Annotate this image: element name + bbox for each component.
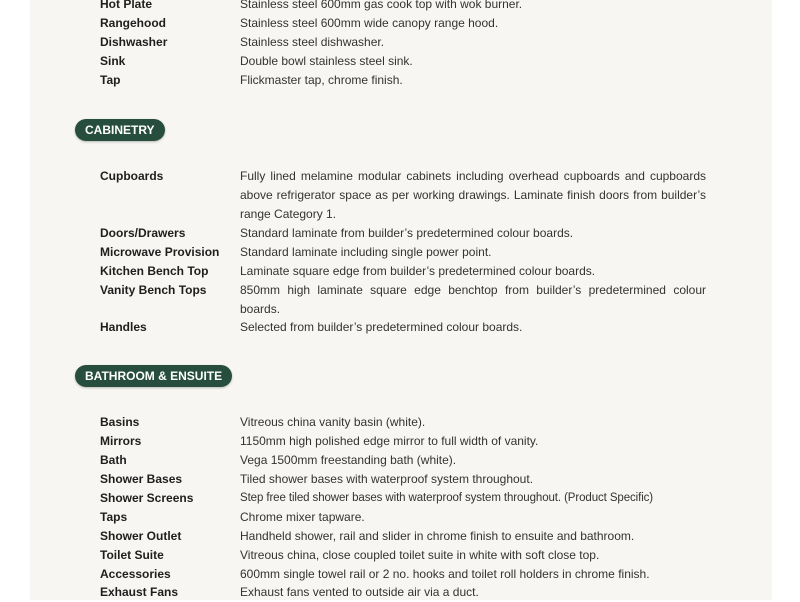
section-heading-cabinetry: CABINETRY bbox=[75, 119, 165, 141]
spec-label: Tap bbox=[100, 73, 121, 87]
spec-label: Basins bbox=[100, 415, 140, 429]
spec-label: Shower Bases bbox=[100, 472, 183, 486]
spec-description: Standard laminate including single power point. bbox=[240, 245, 492, 259]
spec-label: Vanity Bench Tops bbox=[100, 283, 207, 297]
spec-description: Tiled shower bases with waterproof system throughout. bbox=[240, 472, 534, 486]
spec-label: Shower Outlet bbox=[100, 529, 182, 543]
spec-label: Cupboards bbox=[100, 169, 164, 183]
spec-description: Stainless steel dishwasher. bbox=[240, 35, 385, 49]
spec-label: Hot Plate bbox=[100, 0, 153, 11]
spec-description: Step free tiled shower bases with waterproof system throughout. (Product Specific) bbox=[240, 492, 654, 504]
spec-description: Stainless steel 600mm gas cook top with wok burner. bbox=[240, 0, 523, 11]
spec-description: 1150mm high polished edge mirror to full width of vanity. bbox=[240, 434, 539, 448]
spec-description: Chrome mixer tapware. bbox=[240, 510, 365, 524]
spec-description: Flickmaster tap, chrome finish. bbox=[240, 73, 403, 87]
spec-label: Bath bbox=[100, 453, 127, 467]
spec-label: Toilet Suite bbox=[100, 548, 164, 562]
spec-description: Vitreous china, close coupled toilet suite in white with soft close top. bbox=[240, 548, 600, 562]
spec-label: Handles bbox=[100, 320, 147, 334]
spec-description: Handheld shower, rail and slider in chrome finish to ensuite and bathroom. bbox=[240, 529, 635, 543]
spec-label: Accessories bbox=[100, 567, 171, 581]
spec-label: Doors/Drawers bbox=[100, 226, 186, 240]
spec-label: Dishwasher bbox=[100, 35, 168, 49]
spec-description: Fully lined melamine modular cabinets including overhead cupboards and cupboards above refrigerator space as per working drawings. Laminate finish doors from builder’s range Category 1. bbox=[240, 169, 706, 221]
spec-label: Sink bbox=[100, 54, 126, 68]
spec-description: Standard laminate from builder’s predetermined colour boards. bbox=[240, 226, 574, 240]
spec-description: Double bowl stainless steel sink. bbox=[240, 54, 413, 68]
spec-description: Vega 1500mm freestanding bath (white). bbox=[240, 453, 457, 467]
spec-description: Laminate square edge from builder’s predetermined colour boards. bbox=[240, 264, 596, 278]
spec-description: Stainless steel 600mm wide canopy range hood. bbox=[240, 16, 499, 30]
spec-description: 600mm single towel rail or 2 no. hooks and toilet roll holders in chrome finish. bbox=[240, 567, 650, 581]
spec-label: Shower Screens bbox=[100, 491, 194, 505]
spec-description: Exhaust fans vented to outside air via a duct. bbox=[240, 585, 479, 599]
spec-label: Microwave Provision bbox=[100, 245, 220, 259]
spec-description: Vitreous china vanity basin (white). bbox=[240, 415, 426, 429]
spec-label: Rangehood bbox=[100, 16, 166, 30]
spec-label: Mirrors bbox=[100, 434, 142, 448]
section-heading-bathroom-ensuite: BATHROOM & ENSUITE bbox=[75, 365, 232, 387]
spec-label: Taps bbox=[100, 510, 128, 524]
spec-description: 850mm high laminate square edge benchtop from builder’s predetermined colour boards. bbox=[240, 283, 706, 316]
spec-label: Exhaust Fans bbox=[100, 585, 179, 599]
spec-description: Selected from builder’s predetermined colour boards. bbox=[240, 320, 523, 334]
spec-label: Kitchen Bench Top bbox=[100, 264, 209, 278]
